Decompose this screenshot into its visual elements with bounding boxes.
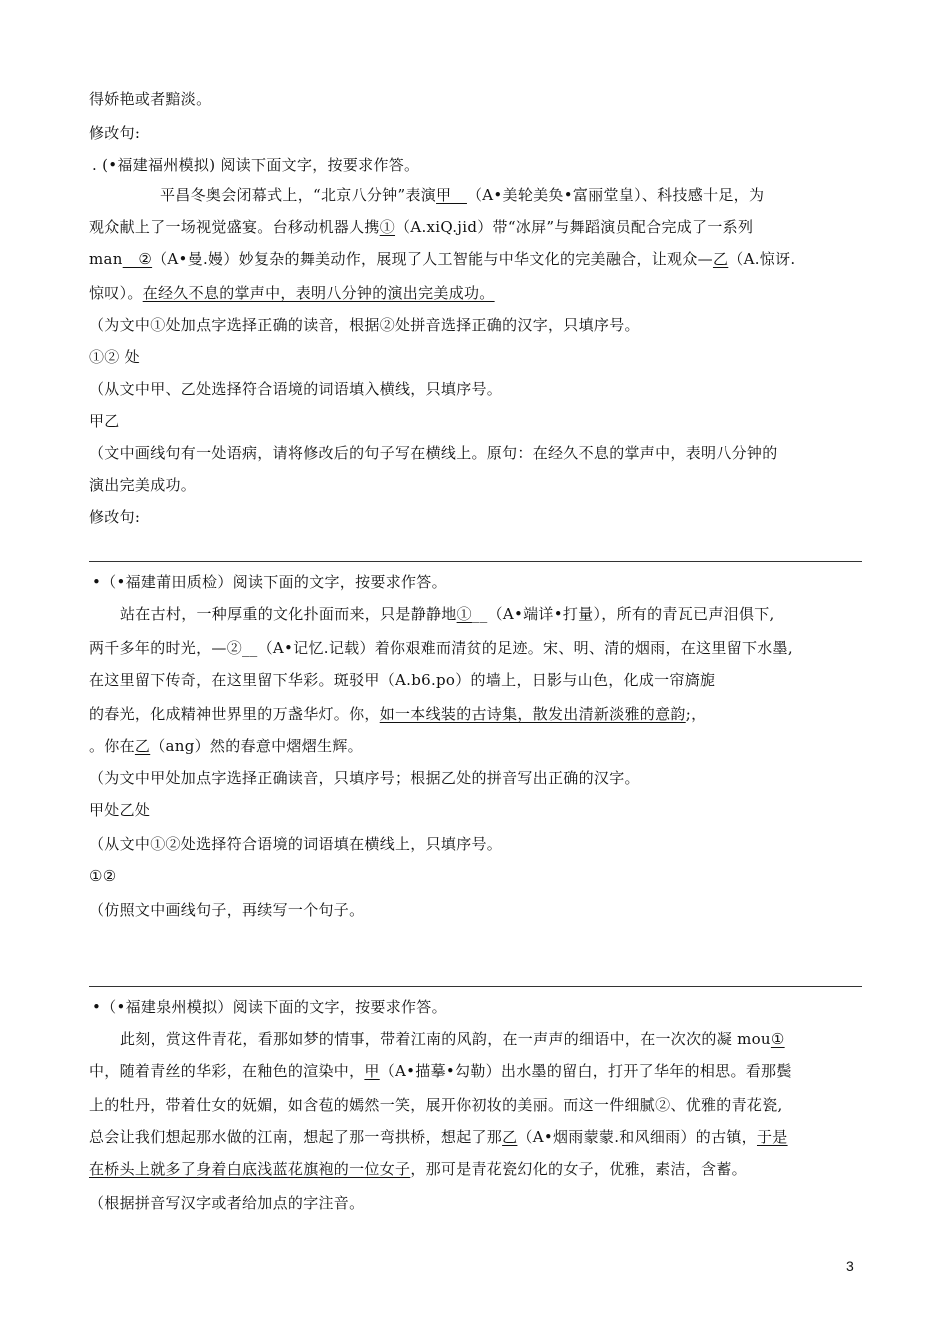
revision-label: 修改句: — [89, 508, 141, 526]
passage-line: 在桥头上就多了身着白底浅蓝花旗袍的一位女子，那可是青花瓷幻化的女子，优雅，素洁，含蓄。 — [89, 1160, 747, 1178]
passage-line: 惊叹）。在经久不息的掌声中，表明八分钟的演出完美成功。 — [89, 284, 495, 302]
sub-question: （文中画线句有一处语病，请将修改后的句子写在横线上。原句：在经久不息的掌声中，表明八分钟的 — [89, 444, 778, 462]
sub-question: 演出完美成功。 — [89, 476, 197, 494]
passage-line: 上的牡丹，带着仕女的妩媚，如含苞的嫣然一笑，展开你初妆的美丽。而这一件细腻②、优雅的青花瓷, — [89, 1096, 783, 1114]
passage-line: 站在古村，一种厚重的文化扑面而来，只是静静地①__（A•端详•打量），所有的青瓦已声泪俱下, — [120, 605, 775, 623]
question-heading: . (•福建福州模拟) 阅读下面文字，按要求作答。 — [92, 156, 420, 174]
answer-line — [89, 561, 862, 562]
passage-line: 两千多年的时光，—②__（A•记忆.记载）着你艰难而清贫的足迹。宋、明、清的烟雨，在这里留下水墨, — [89, 639, 793, 657]
answer-line — [89, 986, 862, 987]
sub-question: （为文中①处加点字选择正确的读音，根据②处拼音选择正确的汉字，只填序号。 — [89, 316, 640, 334]
passage-line: 在这里留下传奇，在这里留下华彩。斑驳甲（A.b6.po）的墙上，日影与山色，化成一帘旖旎 — [89, 671, 716, 689]
sub-question: （为文中甲处加点字选择正确读音，只填序号；根据乙处的拼音写出正确的汉字。 — [89, 769, 640, 787]
sub-question: （仿照文中画线句子，再续写一个句子。 — [89, 901, 365, 919]
question-heading: •（•福建泉州模拟）阅读下面的文字，按要求作答。 — [92, 998, 447, 1016]
answer-slot: ①② — [89, 867, 117, 885]
page-number: 3 — [846, 1258, 854, 1274]
sub-question: （从文中甲、乙处选择符合语境的词语填入横线，只填序号。 — [89, 380, 503, 398]
sub-question: （从文中①②处选择符合语境的词语填在横线上，只填序号。 — [89, 835, 503, 853]
passage-line: man__②（A•曼.嫚）妙复杂的舞美动作，展现了人工智能与中华文化的完美融合，让观众—乙（A.惊讶. — [89, 250, 796, 268]
answer-slot: ①② 处 — [89, 348, 140, 366]
passage-line: 观众献上了一场视觉盛宴。台移动机器人携①（A.xiQ.jid）带“冰屏”与舞蹈演员配合完成了一系列 — [89, 218, 754, 236]
passage-line: 中，随着青丝的华彩，在釉色的渲染中，甲（A•描摹•勾勒）出水墨的留白，打开了华年的相思。看那鬓 — [89, 1062, 792, 1080]
passage-line: 平昌冬奥会闭幕式上，“北京八分钟”表演甲__（A•美轮美奂•富丽堂皇）、科技感十足，为 — [160, 186, 765, 204]
question-heading: •（•福建莆田质检）阅读下面的文字，按要求作答。 — [92, 573, 447, 591]
answer-slot: 甲处乙处 — [89, 801, 151, 819]
passage-line: 此刻，赏这件青花，看那如梦的情事，带着江南的风韵，在一声声的细语中，在一次次的凝 mou① — [120, 1030, 785, 1048]
answer-slot: 甲乙 — [89, 412, 120, 430]
passage-line: 总会让我们想起那水做的江南，想起了那一弯拱桥，想起了那乙（A•烟雨蒙蒙.和风细雨）的古镇，于是 — [89, 1128, 788, 1146]
revision-label: 修改句: — [89, 124, 141, 142]
passage-line: 的春光，化成精神世界里的万盏华灯。你，如一本线装的古诗集，散发出清新淡雅的意韵;， — [89, 705, 707, 723]
sub-question: （根据拼音写汉字或者给加点的字注音。 — [89, 1194, 365, 1212]
passage-line: 。你在乙（ang）然的春意中熠熠生辉。 — [89, 737, 363, 755]
text-line: 得娇艳或者黯淡。 — [89, 90, 212, 108]
